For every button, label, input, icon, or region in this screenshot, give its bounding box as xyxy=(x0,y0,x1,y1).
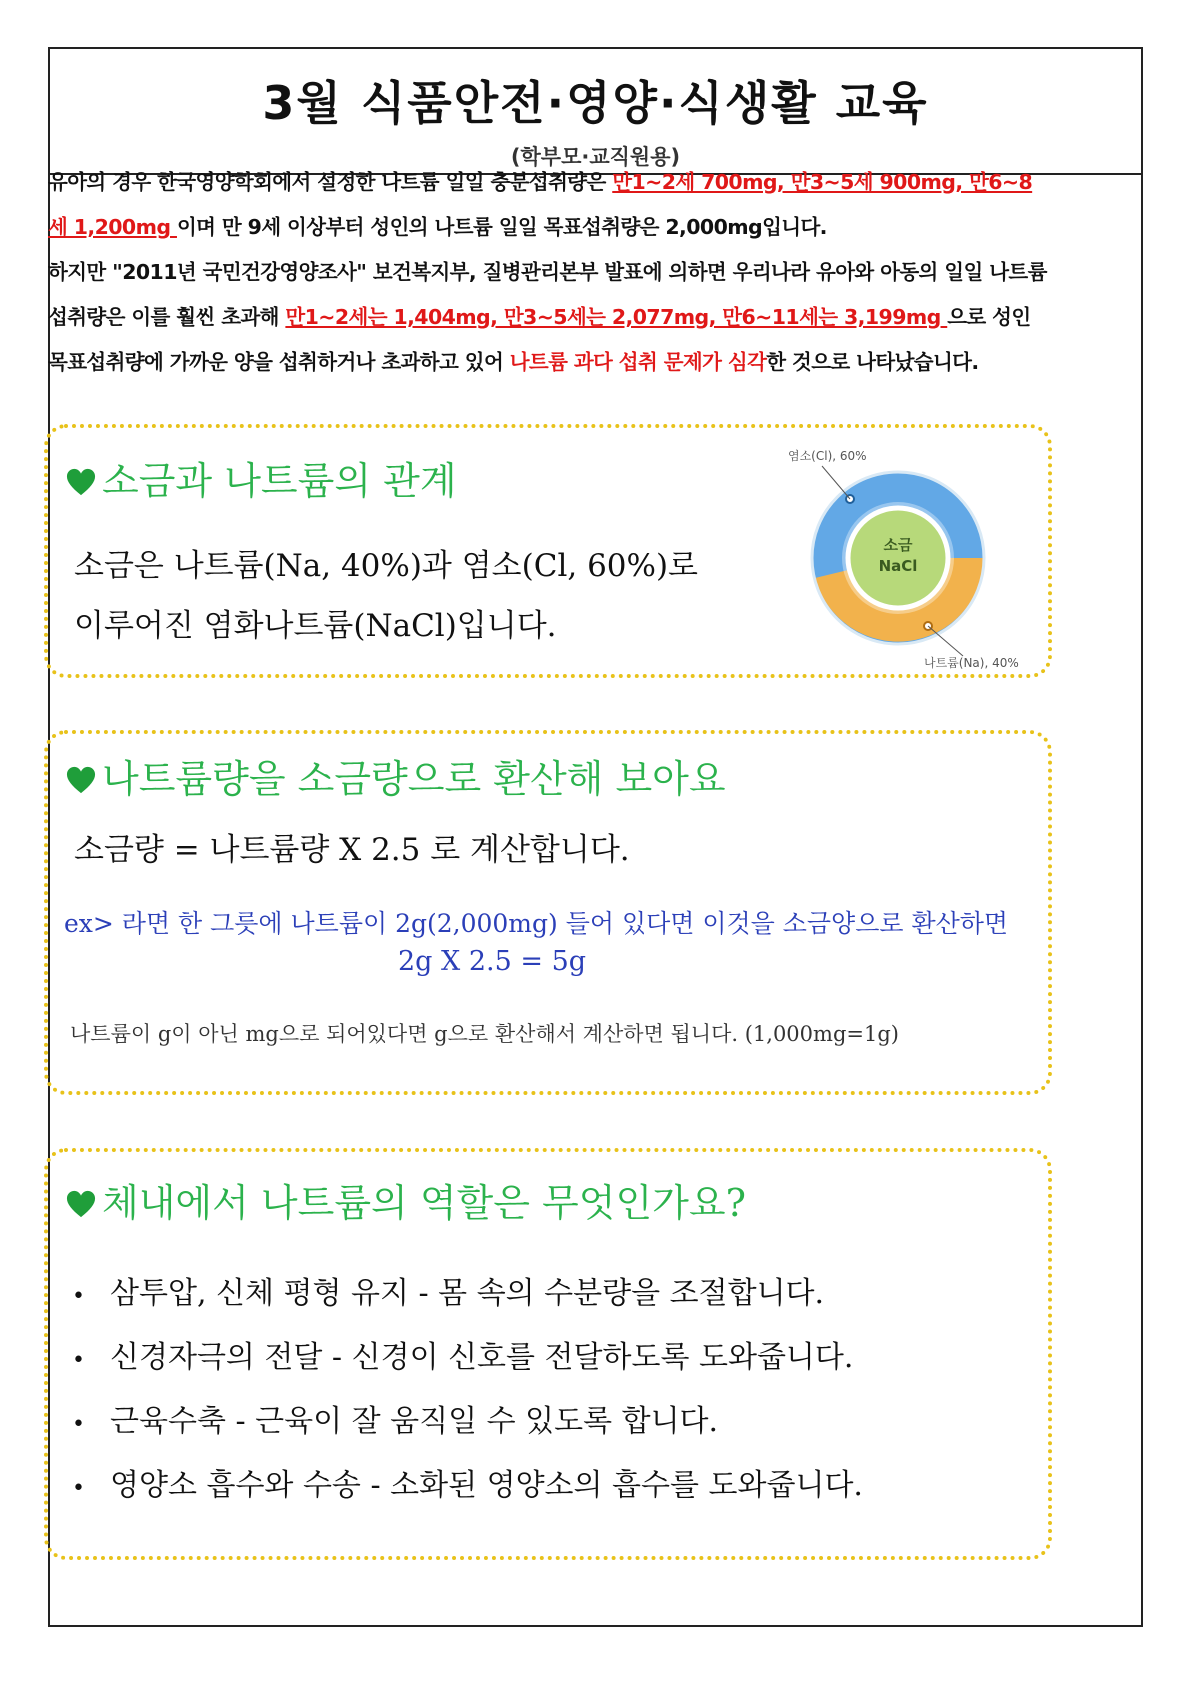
intro-line-1 xyxy=(48,160,1048,250)
section-conversion xyxy=(44,730,1052,1095)
section3-heading xyxy=(66,1172,746,1227)
section2-heading xyxy=(66,748,726,803)
intro-paragraph xyxy=(48,160,1048,385)
intro-line-2 xyxy=(48,250,1048,385)
intro-text-b: 이며 만 9세 이상부터 성인의 나트륨 일일 목표섭취량은 2,000mg입니다. xyxy=(176,215,827,239)
role-text: 삼투압, 신체 평형 유지 - 몸 속의 수분량을 조절합니다. xyxy=(110,1276,825,1311)
section2-heading-text: 나트륨량을 소금량으로 환산해 보아요 xyxy=(102,757,726,801)
roles-list xyxy=(72,1262,863,1518)
conversion-formula: 소금량 = 나트륨량 X 2.5 로 계산합니다. xyxy=(74,832,630,868)
section-salt-sodium xyxy=(44,424,1052,678)
section1-line-1: 소금은 나트륨(Na, 40%)과 염소(Cl, 60%)로 xyxy=(74,548,699,584)
page-subtitle: (학부모·교직원용) xyxy=(510,145,681,169)
role-text: 근육수축 - 근육이 잘 움직일 수 있도록 합니다. xyxy=(110,1404,719,1439)
ramen-calculation: 2g X 2.5 = 5g xyxy=(398,946,587,977)
intro-text-a: 유아의 경우 한국영양학회에서 설정한 나트륨 일일 충분섭취량은 xyxy=(48,170,613,194)
section3-heading-text: 체내에서 나트륨의 역할은 무엇인가요? xyxy=(102,1181,746,1225)
heart-icon xyxy=(66,765,96,795)
heart-icon xyxy=(66,467,96,497)
pie-center-line-1: 소금 xyxy=(883,536,913,554)
document-header xyxy=(50,49,1141,175)
intro-highlight-1: 만1~2세 700mg, 만3~5세 900mg, 만6~8세 1,200mg xyxy=(48,170,1033,239)
section1-heading-text: 소금과 나트륨의 관계 xyxy=(102,459,457,503)
unit-note: 나트륨이 g이 아닌 mg으로 되어있다면 g으로 환산해서 계산하면 됩니다. (1,000mg=1g) xyxy=(70,1022,899,1046)
list-item: • 근육수축 - 근육이 잘 움직일 수 있도록 합니다. xyxy=(72,1404,719,1439)
role-text: 신경자극의 전달 - 신경이 신호를 전달하도록 도와줍니다. xyxy=(110,1340,854,1375)
section1-line-2: 이루어진 염화나트륨(NaCl)입니다. xyxy=(74,608,557,644)
role-text: 영양소 흡수와 수송 - 소화된 영양소의 흡수를 도와줍니다. xyxy=(110,1468,863,1503)
intro-highlight-2: 만1~2세는 1,404mg, 만3~5세는 2,077mg, 만6~11세는 3,199mg xyxy=(285,305,948,329)
intro-text-c: 하지만 "2011년 국민건강영양조사" 보건복지부, 질병관리본부 발표에 의하면 우리나라 유아와 아동의 일일 나트륨 섭취량은 이를 훨씬 초과해 xyxy=(48,260,1047,329)
heart-icon xyxy=(66,1189,96,1219)
page-title: 3월 식품안전·영양·식생활 교육 xyxy=(262,76,929,130)
intro-highlight-3: 나트륨 과다 섭취 문제가 심각 xyxy=(509,350,767,374)
pie-center-line-2: NaCl xyxy=(878,557,918,575)
intro-text-d: 으로 성인 목표섭취량에 가까운 양을 섭취하거나 초과하고 있어 xyxy=(48,305,1031,374)
list-item: • 신경자극의 전달 - 신경이 신호를 전달하도록 도와줍니다. xyxy=(72,1340,854,1375)
list-item: • 삼투압, 신체 평형 유지 - 몸 속의 수분량을 조절합니다. xyxy=(72,1276,825,1311)
salt-composition-diagram xyxy=(778,438,1048,673)
intro-text-e: 한 것으로 나타났습니다. xyxy=(766,350,979,374)
pie-label-sodium: 나트륨(Na), 40% xyxy=(924,656,1019,670)
section-sodium-roles xyxy=(44,1148,1052,1560)
section1-heading xyxy=(66,450,457,505)
ramen-example: ex> 라면 한 그릇에 나트륨이 2g(2,000mg) 들어 있다면 이것을 소금양으로 환산하면 xyxy=(64,909,1009,938)
pie-label-chlorine: 염소(Cl), 60% xyxy=(788,449,867,463)
list-item: • 영양소 흡수와 수송 - 소화된 영양소의 흡수를 도와줍니다. xyxy=(72,1468,863,1503)
